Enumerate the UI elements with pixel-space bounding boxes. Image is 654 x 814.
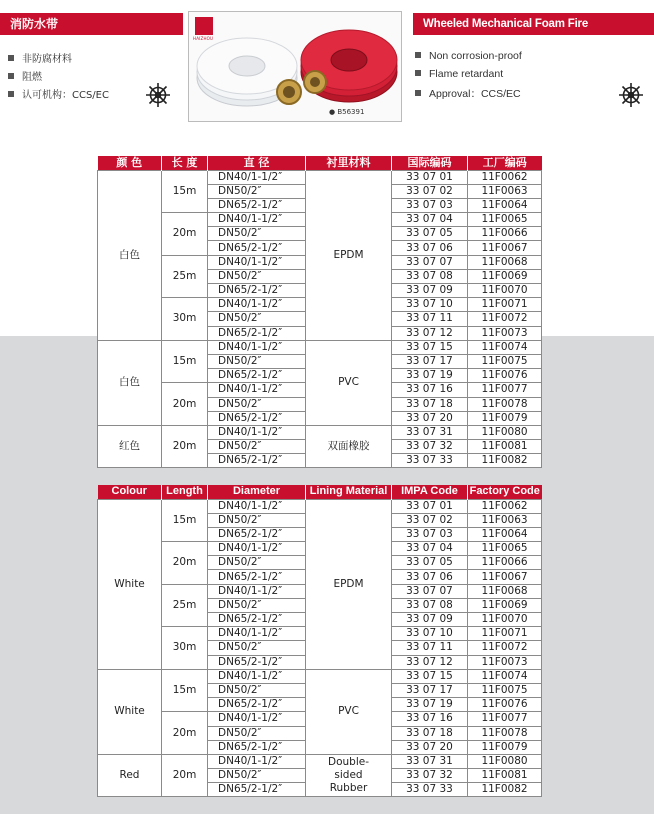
impa-code-cell: 33 07 02: [392, 184, 468, 198]
factory-code-cell: 11F0071: [468, 627, 542, 641]
diameter-cell: DN50/2″: [208, 769, 306, 783]
table-row: [98, 425, 542, 439]
factory-code-cell: 11F0079: [468, 411, 542, 425]
impa-code-cell: 33 07 20: [392, 411, 468, 425]
impa-code-cell: 33 07 17: [392, 683, 468, 697]
impa-code-cell: 33 07 03: [392, 198, 468, 212]
factory-code-cell: 11F0072: [468, 641, 542, 655]
factory-code-cell: 11F0073: [468, 326, 542, 340]
length-cell: 20m: [162, 213, 208, 256]
diameter-cell: DN65/2-1/2″: [208, 570, 306, 584]
diameter-cell: DN50/2″: [208, 598, 306, 612]
diameter-cell: DN40/1-1/2″: [208, 499, 306, 513]
impa-code-cell: 33 07 03: [392, 527, 468, 541]
diameter-cell: DN40/1-1/2″: [208, 712, 306, 726]
column-header: Length: [162, 485, 208, 499]
red-hose-icon: [301, 30, 397, 102]
impa-code-cell: 33 07 16: [392, 383, 468, 397]
impa-code-cell: 33 07 31: [392, 754, 468, 768]
diameter-cell: DN50/2″: [208, 726, 306, 740]
column-header: 颜 色: [98, 156, 162, 170]
diameter-cell: DN65/2-1/2″: [208, 613, 306, 627]
length-cell: 15m: [162, 340, 208, 383]
column-header: 长 度: [162, 156, 208, 170]
diameter-cell: DN50/2″: [208, 227, 306, 241]
feature-en-2: Flame retardant: [415, 68, 503, 80]
diameter-cell: DN65/2-1/2″: [208, 198, 306, 212]
material-cell: 双面橡胶: [306, 425, 392, 468]
colour-cell: 白色: [98, 340, 162, 425]
factory-code-cell: 11F0082: [468, 454, 542, 468]
column-header: IMPA Code: [392, 485, 468, 499]
material-cell: PVC: [306, 340, 392, 425]
length-cell: 15m: [162, 170, 208, 213]
factory-code-cell: 11F0078: [468, 397, 542, 411]
diameter-cell: DN65/2-1/2″: [208, 326, 306, 340]
length-cell: 20m: [162, 754, 208, 797]
factory-code-cell: 11F0065: [468, 542, 542, 556]
factory-code-cell: 11F0068: [468, 255, 542, 269]
factory-code-cell: 11F0077: [468, 712, 542, 726]
diameter-cell: DN40/1-1/2″: [208, 213, 306, 227]
length-cell: 20m: [162, 712, 208, 755]
factory-code-cell: 11F0076: [468, 369, 542, 383]
column-header: Colour: [98, 485, 162, 499]
diameter-cell: DN50/2″: [208, 440, 306, 454]
feature-cn-3: 认可机构：CCS/EC: [8, 86, 109, 101]
impa-code-cell: 33 07 08: [392, 598, 468, 612]
impa-code-cell: 33 07 20: [392, 740, 468, 754]
factory-code-cell: 11F0064: [468, 527, 542, 541]
factory-code-cell: 11F0076: [468, 698, 542, 712]
fire-hose-illustration: [189, 12, 402, 122]
diameter-cell: DN65/2-1/2″: [208, 411, 306, 425]
impa-code-cell: 33 07 18: [392, 726, 468, 740]
factory-code-cell: 11F0069: [468, 269, 542, 283]
impa-code-cell: 33 07 04: [392, 542, 468, 556]
impa-code-cell: 33 07 15: [392, 340, 468, 354]
table-header-row: [98, 485, 542, 499]
bullet-icon: [8, 91, 14, 97]
factory-code-cell: 11F0078: [468, 726, 542, 740]
impa-code-cell: 33 07 02: [392, 513, 468, 527]
diameter-cell: DN40/1-1/2″: [208, 425, 306, 439]
factory-code-cell: 11F0077: [468, 383, 542, 397]
diameter-cell: DN40/1-1/2″: [208, 383, 306, 397]
impa-code-cell: 33 07 17: [392, 354, 468, 368]
bullet-icon: [415, 70, 421, 76]
bullet-icon: [8, 73, 14, 79]
factory-code-cell: 11F0065: [468, 213, 542, 227]
diameter-cell: DN50/2″: [208, 354, 306, 368]
spec-table-en: [97, 485, 542, 797]
ship-wheel-icon: [145, 82, 171, 108]
impa-code-cell: 33 07 12: [392, 326, 468, 340]
length-cell: 15m: [162, 669, 208, 712]
table-row: [98, 340, 542, 354]
factory-code-cell: 11F0080: [468, 425, 542, 439]
factory-code-cell: 11F0062: [468, 170, 542, 184]
impa-code-cell: 33 07 31: [392, 425, 468, 439]
table-row: [98, 499, 542, 513]
factory-code-cell: 11F0067: [468, 241, 542, 255]
column-header: Diameter: [208, 485, 306, 499]
impa-code-cell: 33 07 06: [392, 241, 468, 255]
diameter-cell: DN50/2″: [208, 683, 306, 697]
ship-wheel-icon: [618, 82, 644, 108]
table-row: [98, 170, 542, 184]
material-cell: Double-sided Rubber: [306, 754, 392, 797]
impa-code-cell: 33 07 32: [392, 769, 468, 783]
impa-code-cell: 33 07 16: [392, 712, 468, 726]
factory-code-cell: 11F0071: [468, 298, 542, 312]
impa-code-cell: 33 07 19: [392, 369, 468, 383]
factory-code-cell: 11F0067: [468, 570, 542, 584]
factory-code-cell: 11F0079: [468, 740, 542, 754]
length-cell: 20m: [162, 542, 208, 585]
factory-code-cell: 11F0072: [468, 312, 542, 326]
impa-code-cell: 33 07 01: [392, 499, 468, 513]
diameter-cell: DN40/1-1/2″: [208, 170, 306, 184]
diameter-cell: DN65/2-1/2″: [208, 698, 306, 712]
impa-code-cell: 33 07 07: [392, 255, 468, 269]
bullet-icon: [415, 52, 421, 58]
diameter-cell: DN65/2-1/2″: [208, 740, 306, 754]
length-cell: 20m: [162, 383, 208, 426]
feature-cn-2: 阻燃: [8, 68, 42, 83]
colour-cell: 白色: [98, 170, 162, 340]
factory-code-cell: 11F0074: [468, 340, 542, 354]
impa-code-cell: 33 07 10: [392, 298, 468, 312]
length-cell: 15m: [162, 499, 208, 542]
diameter-cell: DN40/1-1/2″: [208, 669, 306, 683]
impa-code-cell: 33 07 10: [392, 627, 468, 641]
factory-code-cell: 11F0063: [468, 184, 542, 198]
material-cell: EPDM: [306, 170, 392, 340]
diameter-cell: DN40/1-1/2″: [208, 627, 306, 641]
factory-code-cell: 11F0075: [468, 683, 542, 697]
material-cell: EPDM: [306, 499, 392, 669]
factory-code-cell: 11F0063: [468, 513, 542, 527]
factory-code-cell: 11F0081: [468, 769, 542, 783]
diameter-cell: DN50/2″: [208, 513, 306, 527]
diameter-cell: DN50/2″: [208, 269, 306, 283]
factory-code-cell: 11F0073: [468, 655, 542, 669]
factory-code-cell: 11F0082: [468, 783, 542, 797]
diameter-cell: DN50/2″: [208, 556, 306, 570]
length-cell: 30m: [162, 298, 208, 341]
diameter-cell: DN40/1-1/2″: [208, 298, 306, 312]
length-cell: 30m: [162, 627, 208, 670]
bullet-icon: [415, 90, 421, 96]
feature-en-3: Approval：CCS/EC: [415, 86, 521, 101]
diameter-cell: DN65/2-1/2″: [208, 284, 306, 298]
colour-cell: Red: [98, 754, 162, 797]
impa-code-cell: 33 07 33: [392, 454, 468, 468]
diameter-cell: DN50/2″: [208, 184, 306, 198]
factory-code-cell: 11F0074: [468, 669, 542, 683]
diameter-cell: DN40/1-1/2″: [208, 754, 306, 768]
impa-code-cell: 33 07 33: [392, 783, 468, 797]
impa-code-cell: 33 07 12: [392, 655, 468, 669]
left-title-badge: 消防水带: [0, 13, 183, 35]
table-row: [98, 669, 542, 683]
impa-code-cell: 33 07 06: [392, 570, 468, 584]
factory-code-cell: 11F0066: [468, 227, 542, 241]
feature-en-1: Non corrosion-proof: [415, 50, 522, 62]
column-header: 工厂编码: [468, 156, 542, 170]
column-header: 衬里材料: [306, 156, 392, 170]
white-hose-icon: [197, 38, 301, 106]
factory-code-cell: 11F0062: [468, 499, 542, 513]
length-cell: 25m: [162, 255, 208, 298]
column-header: 直 径: [208, 156, 306, 170]
impa-code-cell: 33 07 15: [392, 669, 468, 683]
diameter-cell: DN40/1-1/2″: [208, 340, 306, 354]
table-header-row: [98, 156, 542, 170]
column-header: 国际编码: [392, 156, 468, 170]
colour-cell: White: [98, 499, 162, 669]
impa-code-cell: 33 07 19: [392, 698, 468, 712]
diameter-cell: DN40/1-1/2″: [208, 255, 306, 269]
diameter-cell: DN50/2″: [208, 641, 306, 655]
length-cell: 20m: [162, 425, 208, 468]
impa-code-cell: 33 07 11: [392, 641, 468, 655]
diameter-cell: DN40/1-1/2″: [208, 542, 306, 556]
feature-cn-1: 非防腐材料: [8, 50, 72, 65]
factory-code-cell: 11F0069: [468, 598, 542, 612]
factory-code-cell: 11F0075: [468, 354, 542, 368]
material-cell: PVC: [306, 669, 392, 754]
column-header: Factory Code: [468, 485, 542, 499]
diameter-cell: DN65/2-1/2″: [208, 454, 306, 468]
factory-code-cell: 11F0070: [468, 613, 542, 627]
right-title-badge: Wheeled Mechanical Foam Fire Extinguisher: [413, 13, 654, 35]
factory-code-cell: 11F0066: [468, 556, 542, 570]
column-header: Lining Material: [306, 485, 392, 499]
impa-code-cell: 33 07 18: [392, 397, 468, 411]
factory-code-cell: 11F0068: [468, 584, 542, 598]
factory-code-cell: 11F0080: [468, 754, 542, 768]
diameter-cell: DN65/2-1/2″: [208, 241, 306, 255]
impa-code-cell: 33 07 01: [392, 170, 468, 184]
diameter-cell: DN65/2-1/2″: [208, 527, 306, 541]
brand-logo-text: HAIZHOU: [193, 36, 214, 41]
product-photo: [188, 11, 402, 122]
impa-code-cell: 33 07 04: [392, 213, 468, 227]
impa-code-cell: 33 07 05: [392, 556, 468, 570]
impa-code-cell: 33 07 08: [392, 269, 468, 283]
diameter-cell: DN50/2″: [208, 312, 306, 326]
diameter-cell: DN65/2-1/2″: [208, 783, 306, 797]
colour-cell: White: [98, 669, 162, 754]
diameter-cell: DN40/1-1/2″: [208, 584, 306, 598]
impa-code-cell: 33 07 09: [392, 613, 468, 627]
impa-code-cell: 33 07 11: [392, 312, 468, 326]
table-row: [98, 754, 542, 768]
factory-code-cell: 11F0064: [468, 198, 542, 212]
colour-cell: 红色: [98, 425, 162, 468]
factory-code-cell: 11F0081: [468, 440, 542, 454]
bullet-icon: [8, 55, 14, 61]
length-cell: 25m: [162, 584, 208, 627]
impa-code-cell: 33 07 05: [392, 227, 468, 241]
impa-code-cell: 33 07 32: [392, 440, 468, 454]
diameter-cell: DN50/2″: [208, 397, 306, 411]
product-code: ● B56391: [329, 108, 365, 116]
diameter-cell: DN65/2-1/2″: [208, 369, 306, 383]
impa-code-cell: 33 07 09: [392, 284, 468, 298]
spec-table-cn: [97, 156, 542, 468]
diameter-cell: DN65/2-1/2″: [208, 655, 306, 669]
impa-code-cell: 33 07 07: [392, 584, 468, 598]
factory-code-cell: 11F0070: [468, 284, 542, 298]
